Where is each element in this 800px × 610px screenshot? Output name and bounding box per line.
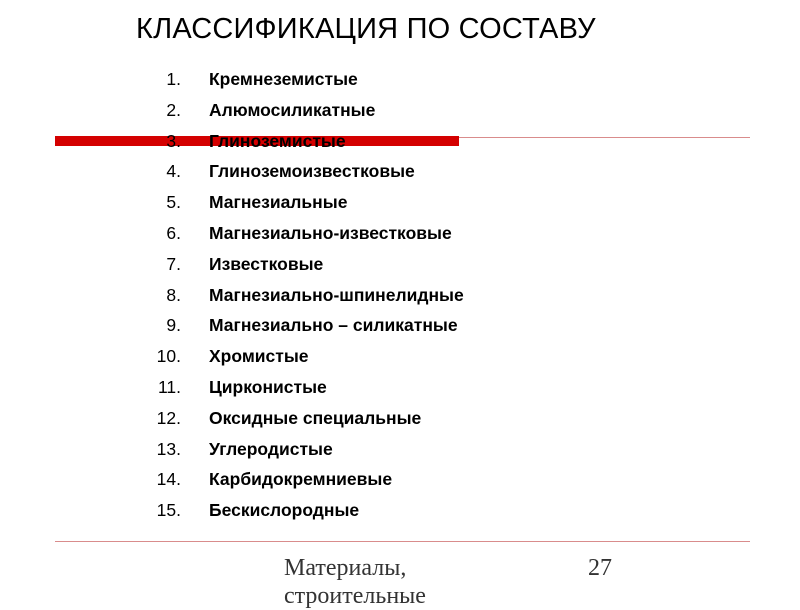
list-item-number: 8. <box>166 284 181 305</box>
list-item-label: Оксидные специальные <box>209 407 422 428</box>
list-item-label: Алюмосиликатные <box>209 99 376 120</box>
list-item-label: Углеродистые <box>209 438 333 459</box>
footer-text: Материалы, строительные <box>284 555 426 609</box>
list-item-number: 9. <box>166 315 181 336</box>
list-item-number: 7. <box>166 253 181 274</box>
top-divider-line <box>459 137 750 138</box>
list-item-label: Магнезиально-шпинелидные <box>209 284 464 305</box>
page-number: 27 <box>588 555 612 581</box>
bottom-divider-line <box>55 541 750 542</box>
list-item-label: Глиноземистые <box>209 130 346 151</box>
list-item-label: Магнезиально-известковые <box>209 222 452 243</box>
list-item-number: 5. <box>166 192 181 213</box>
list-item-number: 11. <box>157 376 181 397</box>
list-item-number: 6. <box>166 222 181 243</box>
list-item-number: 14. <box>156 469 181 490</box>
list-item-number: 3. <box>166 130 181 151</box>
list-item-label: Магнезиально – силикатные <box>209 315 458 336</box>
list-item-label: Кремнеземистые <box>209 69 358 89</box>
list-item-label: Известковые <box>209 253 324 274</box>
list-item-label: Бескислородные <box>209 500 360 521</box>
list-item-label: Магнезиальные <box>209 192 348 213</box>
list-item-number: 12. <box>156 407 181 428</box>
list-item-number: 1. <box>166 69 181 89</box>
list-item-number: 13. <box>156 438 181 459</box>
list-item-label: Хромистые <box>209 346 309 367</box>
slide-title: КЛАССИФИКАЦИЯ ПО СОСТАВУ <box>136 13 596 45</box>
list-item-label: Карбидокремниевые <box>209 469 393 490</box>
list-item-label: Цирконистые <box>209 376 327 397</box>
list-item-number: 10. <box>156 346 181 367</box>
list-item-label: Глиноземоизвестковые <box>209 161 415 182</box>
list-item-number: 2. <box>166 99 181 120</box>
list-item-number: 4. <box>166 161 181 182</box>
list-item-number: 15. <box>156 500 181 521</box>
